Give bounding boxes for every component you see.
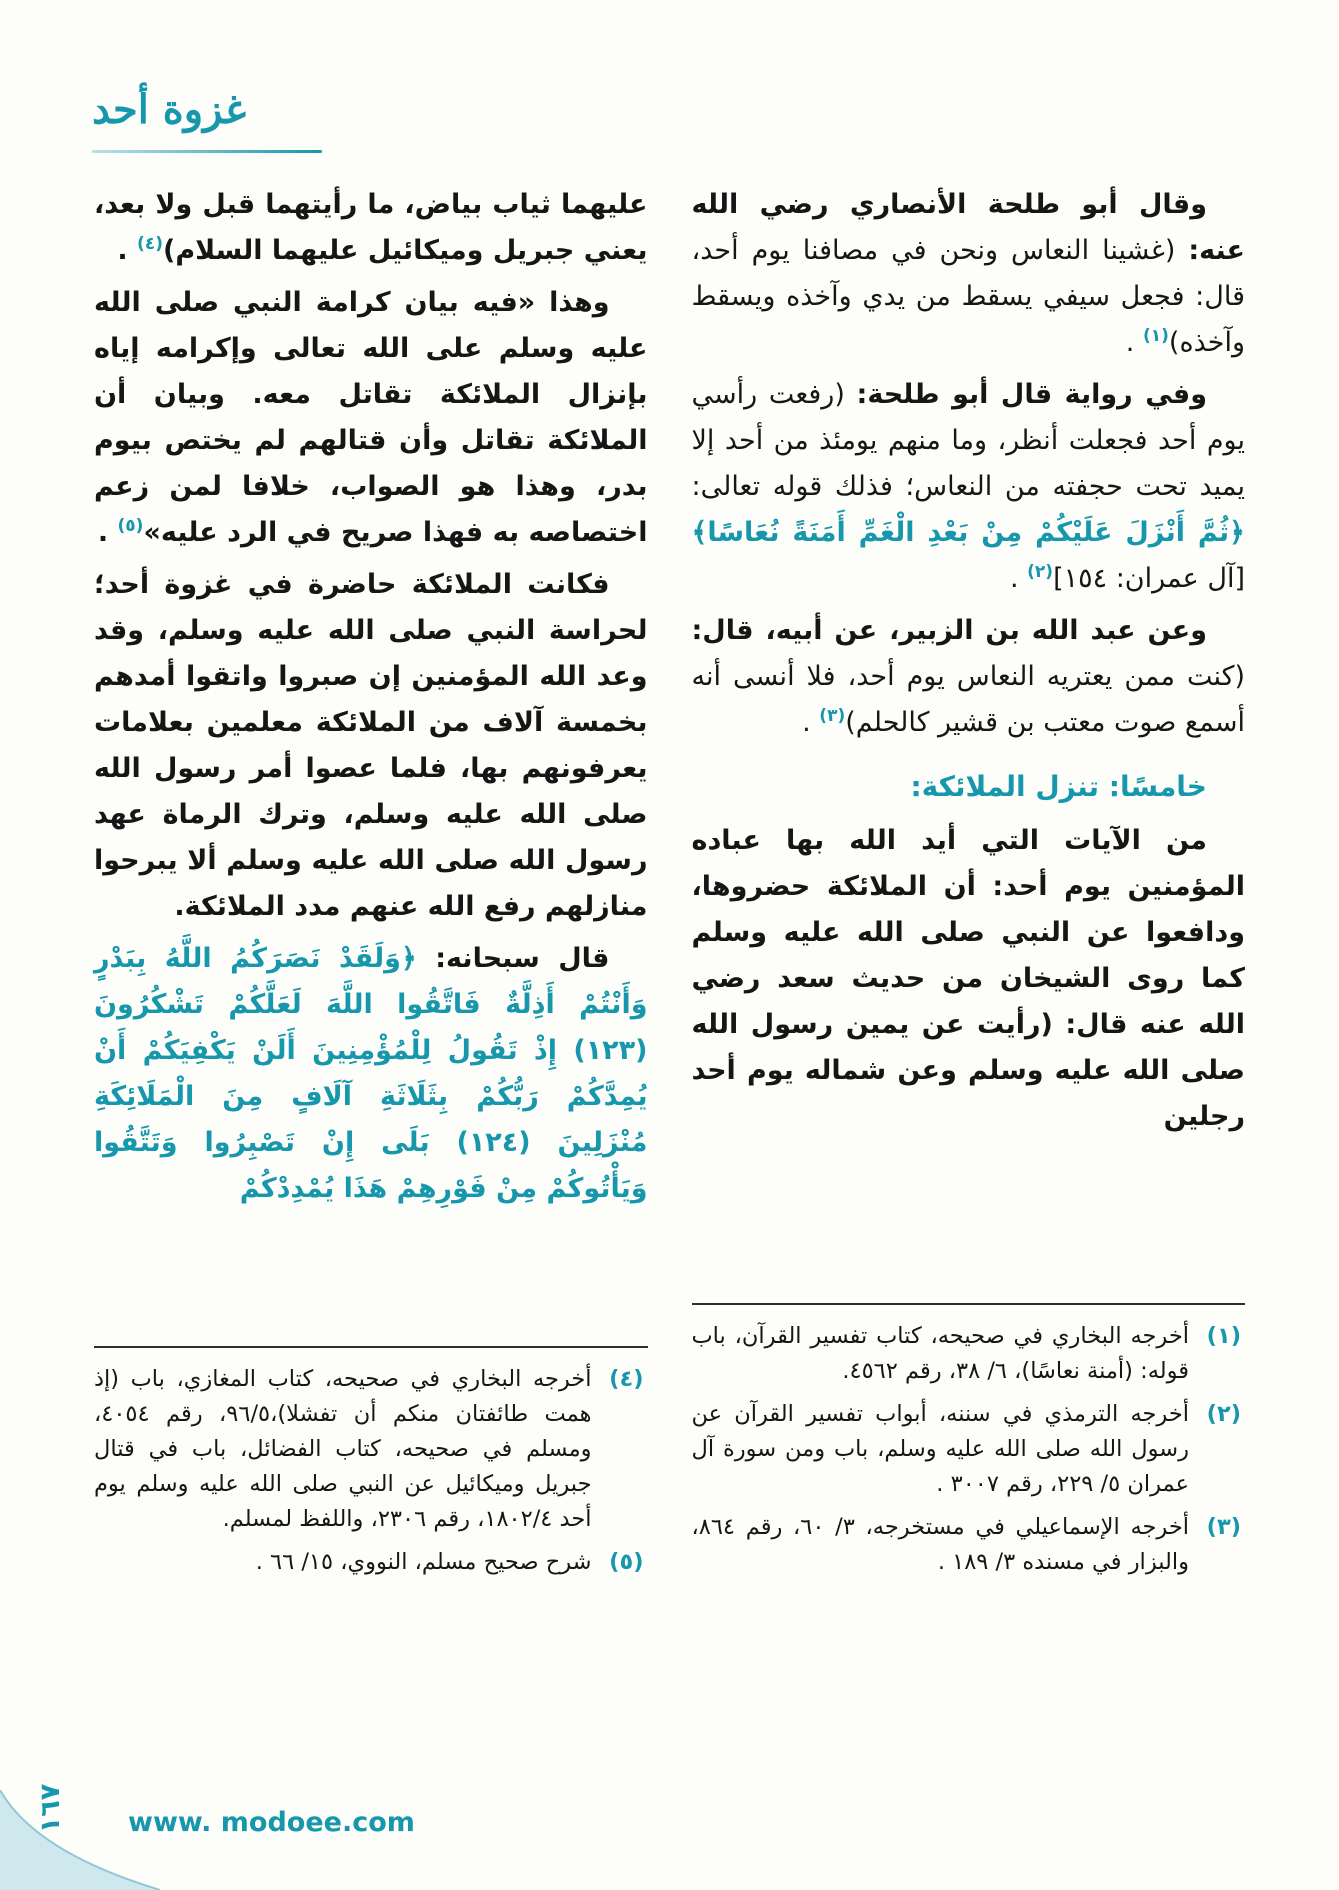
footnote-text: أخرجه البخاري في صحيحه، كتاب المغازي، باب (إذ همت طائفتان منكم أن تفشلا)،٩٦/٥، رقم ٤٠٥٤، ومسلم في صحيحه، كتاب الفضائل، باب في قتال جبريل وميكائيل عن النبي صلى الله عليه وسلم يوم أحد ١٨٠٢/٤، رقم ٢٣٠٦، واللفظ لمسلم. <box>94 1366 592 1532</box>
footnote-ref: (٥) <box>117 516 144 536</box>
verse-reference: [آل عمران: ١٥٤] <box>1053 563 1245 594</box>
footnote-number: (٥) <box>609 1549 644 1575</box>
footnote-text: أخرجه الترمذي في سننه، أبواب تفسير القرآن عن رسول الله صلى الله عليه وسلم، باب ومن سورة آل عمران ٥/ ٢٢٩، رقم ٣٠٠٧ . <box>691 1401 1189 1497</box>
website-url: www. modoee.com <box>128 1807 415 1838</box>
footnote-text: أخرجه الإسماعيلي في مستخرجه، ٣/ ٦٠، رقم ٨٦٤، والبزار في مسنده ٣/ ١٨٩ . <box>691 1514 1189 1575</box>
paragraph-intro: قال سبحانه: <box>416 943 610 974</box>
body-paragraph <box>692 182 1246 366</box>
footnote-number: (٤) <box>609 1366 644 1392</box>
page-title: غزوة أحد <box>92 86 247 133</box>
paragraph-text: (كنت ممن يعتريه النعاس يوم أحد، فلا أنسى أنه أسمع صوت معتب بن قشير كالحلم) <box>691 661 1245 738</box>
footnote <box>692 1510 1246 1580</box>
right-column <box>692 182 1246 1580</box>
footnote <box>94 1362 648 1537</box>
paragraph-text: عليهما ثياب بياض، ما رأيتهما قبل ولا بعد، يعني جبريل وميكائيل عليهما السلام) <box>94 189 648 266</box>
footnote-ref: (١) <box>1142 326 1169 346</box>
body-paragraph: من الآيات التي أيد الله بها عباده المؤمنين يوم أحد: أن الملائكة حضروها، ودافعوا عن النبي صلى الله عليه وسلم كما روى الشيخان من حديث سعد رضي الله عنه قال: (رأيت عن يمين رسول الله صلى الله عليه وسلم وعن شماله يوم أحد رجلين <box>691 825 1245 1132</box>
footnote-number: (١) <box>1206 1323 1241 1349</box>
paragraph-tail: . <box>117 235 138 266</box>
body-paragraph <box>94 182 648 274</box>
two-column-layout <box>94 182 1245 1580</box>
paragraph-text: (رفعت رأسي يوم أحد فجعلت أنظر، وما منهم يومئذ من أحد إلا يميد تحت حجفته من النعاس؛ فذلك قوله تعالى: <box>691 379 1245 502</box>
footnote-number: (٣) <box>1206 1514 1241 1540</box>
section-heading: خامسًا: تنزل الملائكة: <box>910 770 1207 803</box>
paragraph-intro: وقال أبو طلحة الأنصاري رضي الله عنه: <box>691 189 1245 266</box>
paragraph-intro: وفي رواية قال أبو طلحة: <box>856 379 1207 410</box>
body-paragraph: فكانت الملائكة حاضرة في غزوة أحد؛ لحراسة النبي صلى الله عليه وسلم، وقد وعد الله المؤمنين إن صبروا واتقوا أمدهم بخمسة آلاف من الملائكة معلمين بعلامات يعرفونهم بها، فلما عصوا أمر رسول الله صلى الله عليه وسلم، وترك الرماة عهد رسول الله صلى الله عليه وسلم ألا يبرحوا منازلهم رفع الله عنهم مدد الملائكة. <box>94 569 648 922</box>
paragraph-intro: وعن عبد الله بن الزبير، عن أبيه، قال: <box>691 615 1207 646</box>
footnote <box>692 1319 1246 1389</box>
footnote-ref: (٢) <box>1027 562 1054 582</box>
footnote-ref: (٣) <box>819 706 846 726</box>
quran-verse: ﴿ثُمَّ أَنْزَلَ عَلَيْكُمْ مِنْ بَعْدِ الْغَمِّ أَمَنَةً نُعَاسًا﴾ <box>691 517 1245 548</box>
left-column <box>94 182 648 1580</box>
paragraph-text: وهذا «فيه بيان كرامة النبي صلى الله عليه وسلم على الله تعالى وإكرامه إياه بإنزال الملائكة تقاتل معه. وبيان أن الملائكة تقاتل وأن قتالهم لم يختص بيوم بدر، وهذا هو الصواب، خلافا لمن زعم اختصاصه به فهذا صريح في الرد عليه» <box>94 287 648 548</box>
page-number: ١٦٧ <box>35 1783 67 1834</box>
paragraph-text: (غشينا النعاس ونحن في مصافنا يوم أحد، قال: فجعل سيفي يسقط من يدي وآخذه ويسقط وآخذه) <box>691 235 1245 358</box>
footnote-text: شرح صحيح مسلم، النووي، ١٥/ ٦٦ . <box>255 1549 592 1575</box>
paragraph-tail: . <box>97 517 118 548</box>
body-paragraph <box>94 280 648 556</box>
footnotes-block <box>94 1346 648 1580</box>
quran-verse: ﴿وَلَقَدْ نَصَرَكُمُ اللَّهُ بِبَدْرٍ وَأَنْتُمْ أَذِلَّةٌ فَاتَّقُوا اللَّهَ لَعَلَّكُمْ تَشْكُرُونَ (١٢٣) إِذْ تَقُولُ لِلْمُؤْمِنِينَ أَلَنْ يَكْفِيَكُمْ أَنْ يُمِدَّكُمْ رَبُّكُمْ بِثَلَاثَةِ آلَافٍ مِنَ الْمَلَائِكَةِ مُنْزَلِينَ (١٢٤) بَلَى إِنْ تَصْبِرُوا وَتَتَّقُوا وَيَأْتُوكُمْ مِنْ فَوْرِهِمْ هَذَا يُمْدِدْكُمْ <box>94 943 648 1204</box>
corner-decoration <box>0 1790 160 1890</box>
footnote <box>94 1545 648 1580</box>
footnote-ref: (٤) <box>137 234 163 254</box>
footnotes-block <box>692 1303 1246 1580</box>
body-paragraph <box>692 608 1246 746</box>
title-underline-rule <box>92 150 322 153</box>
paragraph-tail: . <box>802 707 820 738</box>
body-paragraph <box>94 936 648 1212</box>
footnote <box>692 1397 1246 1502</box>
body-paragraph <box>692 372 1246 602</box>
footnote-text: أخرجه البخاري في صحيحه، كتاب تفسير القرآن، باب قوله: (أمنة نعاسًا)، ٦/ ٣٨، رقم ٤٥٦٢. <box>691 1323 1189 1384</box>
paragraph-tail: . <box>1125 327 1143 358</box>
footnote-number: (٢) <box>1206 1401 1241 1427</box>
paragraph-tail: . <box>1009 563 1028 594</box>
